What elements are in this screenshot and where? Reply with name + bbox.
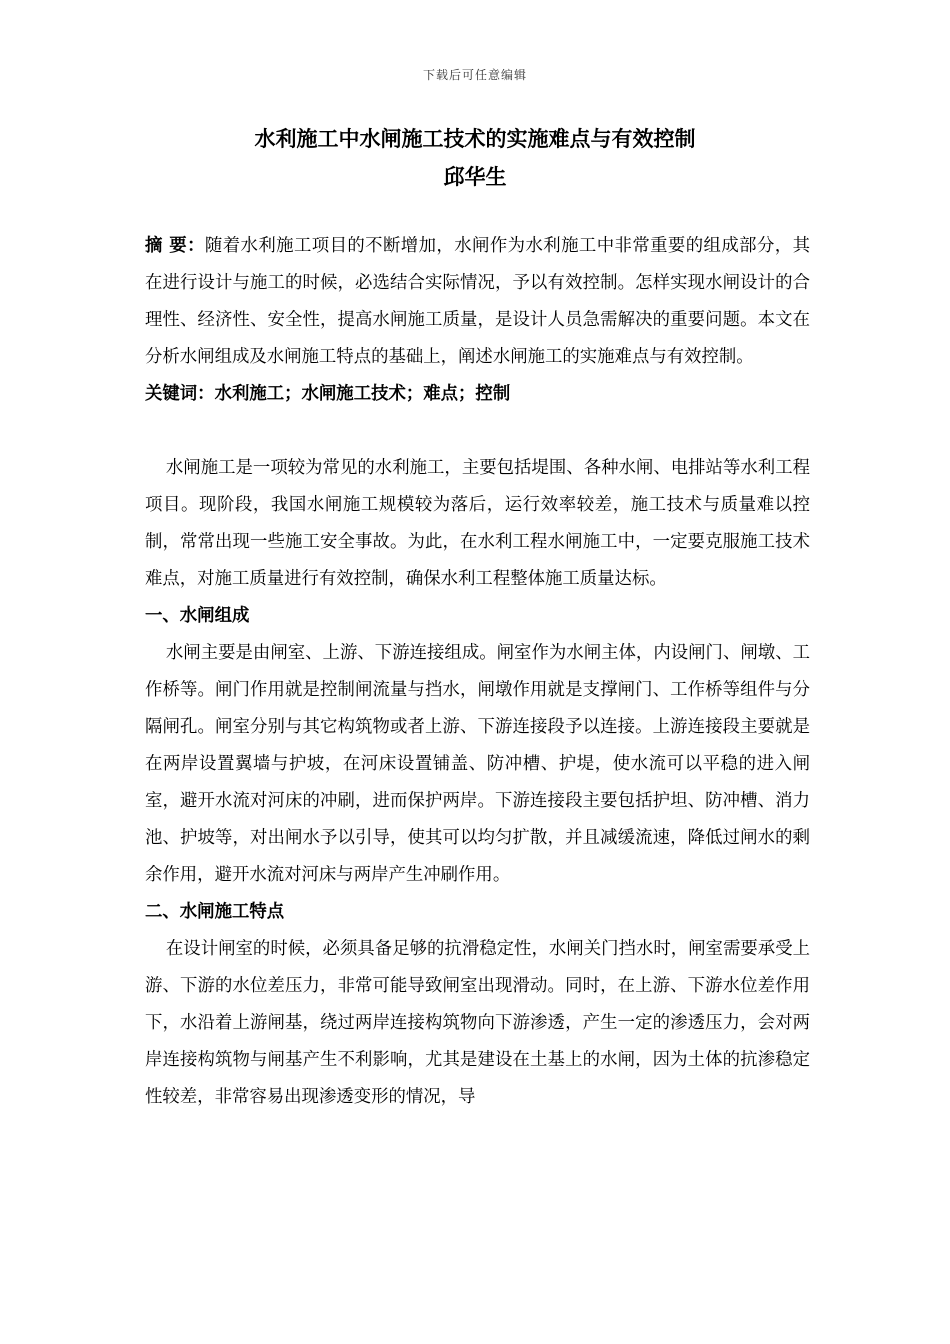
document-body	[145, 228, 810, 1116]
keywords-line: 关键词：水利施工；水闸施工技术；难点；控制	[145, 384, 511, 404]
title-block	[0, 120, 950, 196]
section-heading-2: 二、水闸施工特点	[145, 902, 285, 922]
section-paragraph-2: 在设计闸室的时候，必须具备足够的抗滑稳定性，水闸关门挡水时，闸室需要承受上游、下游的水位差压力，非常可能导致闸室出现滑动。同时，在上游、下游水位差作用下，水沿着上游闸基，绕过两岸连接构筑物向下游渗透，产生一定的渗透压力，会对两岸连接构筑物与闸基产生不利影响，尤其是建设在土基上的水闸，因为土体的抗渗稳定性较差，非常容易出现渗透变形的情况，导	[145, 939, 810, 1107]
abstract-label: 摘 要：	[145, 236, 205, 256]
section-paragraph-1: 水闸主要是由闸室、上游、下游连接组成。闸室作为水闸主体，内设闸门、闸墩、工作桥等。闸门作用就是控制闸流量与挡水，闸墩作用就是支撑闸门、工作桥等组件与分隔闸孔。闸室分别与其它构筑物或者上游、下游连接段予以连接。上游连接段主要就是在两岸设置翼墙与护坡，在河床设置铺盖、防冲槽、护堤，使水流可以平稳的进入闸室，避开水流对河床的冲刷，进而保护两岸。下游连接段主要包括护坦、防冲槽、消力池、护坡等，对出闸水予以引导，使其可以均匀扩散，并且减缓流速，降低过闸水的剩余作用，避开水流对河床与两岸产生冲刷作用。	[145, 643, 810, 885]
abstract-text: 随着水利施工项目的不断增加，水闸作为水利施工中非常重要的组成部分，其在进行设计与施工的时候，必选结合实际情况，予以有效控制。怎样实现水闸设计的合理性、经济性、安全性，提高水闸施工质量，是设计人员急需解决的重要问题。本文在分析水闸组成及水闸施工特点的基础上，阐述水闸施工的实施难点与有效控制。	[145, 236, 810, 367]
document-title: 水利施工中水闸施工技术的实施难点与有效控制	[254, 126, 696, 151]
section-heading-1: 一、水闸组成	[145, 606, 250, 626]
header-note: 下载后可任意编辑	[422, 68, 527, 82]
abstract-paragraph	[145, 228, 810, 376]
spacer	[145, 413, 810, 450]
intro-paragraph: 水闸施工是一项较为常见的水利施工，主要包括堤围、各种水闸、电排站等水利工程项目。现阶段，我国水闸施工规模较为落后，运行效率较差，施工技术与质量难以控制，常常出现一些施工安全事故。为此，在水利工程水闸施工中，一定要克服施工技术难点，对施工质量进行有效控制，确保水利工程整体施工质量达标。	[145, 458, 810, 589]
document-author: 邱华生	[443, 164, 507, 189]
